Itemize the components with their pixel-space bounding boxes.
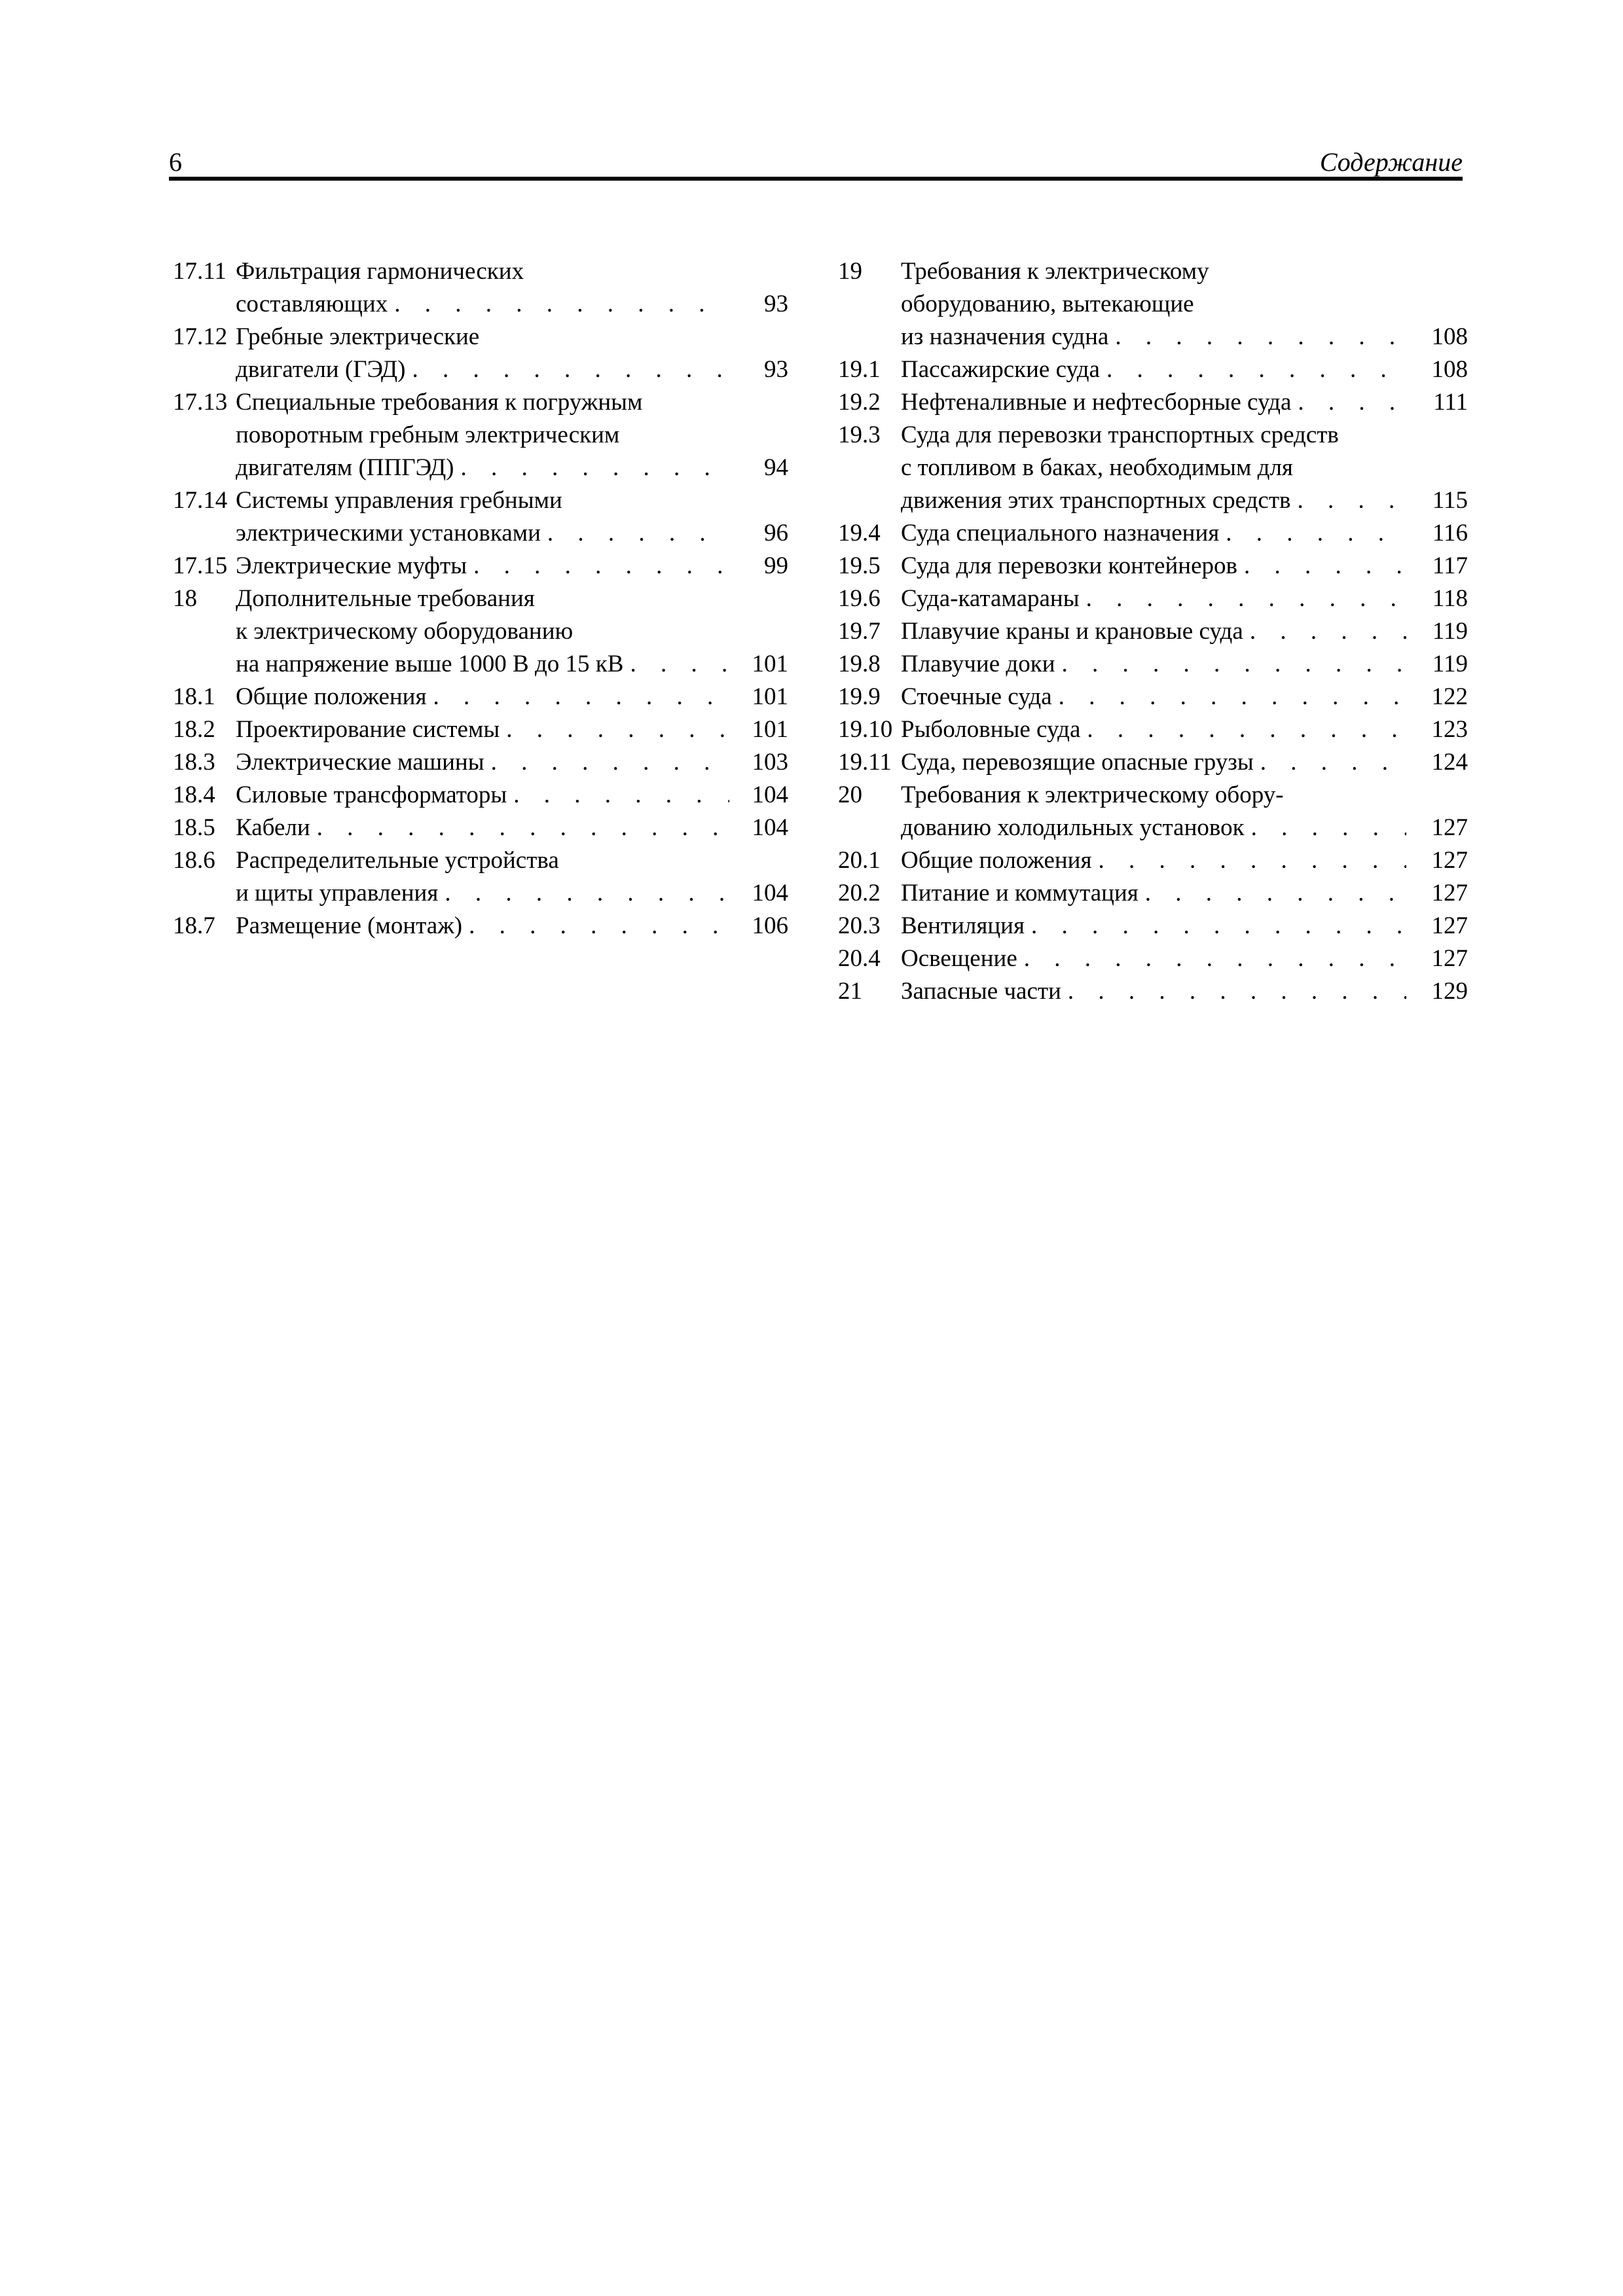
dot-leader — [1025, 910, 1406, 942]
dot-leader — [462, 910, 729, 942]
dot-leader — [467, 550, 729, 583]
toc-entry-page: 104 — [752, 814, 788, 841]
toc-entry[interactable] — [838, 255, 1468, 353]
dot-leader — [1100, 353, 1406, 386]
toc-entry-page: 118 — [1432, 585, 1468, 612]
toc-entry-title — [901, 419, 1406, 517]
toc-entry-number: 19.2 — [838, 389, 881, 416]
toc-entry[interactable] — [838, 942, 1468, 975]
toc-entry-title-line: Кабели . . . — [236, 812, 729, 844]
dot-leader — [1139, 877, 1406, 910]
toc-entry-title — [236, 910, 729, 942]
toc-entry-number: 19.9 — [838, 683, 881, 710]
toc-entry[interactable] — [173, 583, 788, 681]
toc-entry-page: 129 — [1431, 978, 1468, 1005]
toc-entry-title-line: электрическими установками . . . — [236, 517, 729, 550]
toc-entry-number: 18 — [173, 585, 197, 612]
dot-leader — [1061, 975, 1406, 1008]
toc-entry-title-line: Требования к электрическому обору- — [901, 781, 1284, 808]
toc-entry-number: 18.2 — [173, 716, 215, 743]
toc-entry-title-line: Стоечные суда . . . — [901, 681, 1406, 713]
toc-entry-number: 17.12 — [173, 323, 228, 350]
toc-entry-number: 19.1 — [838, 356, 881, 383]
toc-entry-number: 19.4 — [838, 520, 881, 547]
toc-entry-title-line: Суда для перевозки транспортных средств — [901, 422, 1339, 448]
toc-entry-title-line: двигатели (ГЭД) . . . — [236, 353, 729, 386]
toc-entry-page: 104 — [752, 781, 788, 808]
dot-leader — [426, 681, 729, 713]
toc-entry-page: 127 — [1431, 847, 1468, 874]
toc-entry-number: 20.2 — [838, 880, 881, 906]
dot-leader — [1219, 517, 1406, 550]
dot-leader — [623, 648, 729, 681]
toc-entry-page: 119 — [1432, 651, 1468, 677]
toc-entry-title-line: Общие положения . . . — [236, 681, 729, 713]
dot-leader — [1091, 844, 1406, 877]
toc-entry-title-line: Гребные электрические — [236, 323, 480, 350]
toc-entry-title-line: дованию холодильных установок . . . — [901, 812, 1406, 844]
toc-entry-page: 124 — [1431, 749, 1468, 776]
toc-entry-number: 18.5 — [173, 814, 215, 841]
toc-entry-number: 20.4 — [838, 945, 881, 972]
toc-entry[interactable] — [838, 648, 1468, 681]
toc-entry-title-line: Силовые трансформаторы . . . — [236, 779, 729, 812]
toc-entry-title — [901, 746, 1406, 779]
dot-leader — [1290, 484, 1406, 517]
toc-entry-page: 127 — [1431, 814, 1468, 841]
toc-entry-title — [901, 255, 1406, 353]
toc-entry-title — [901, 386, 1406, 419]
toc-entry-title-line: составляющих . . . — [236, 288, 729, 321]
dot-leader — [1291, 386, 1406, 419]
toc-entry-number: 20.1 — [838, 847, 881, 874]
toc-entry-page: 93 — [764, 291, 788, 317]
toc-entry-number: 17.13 — [173, 389, 228, 416]
toc-entry-title-line: Требования к электрическому — [901, 258, 1209, 285]
toc-entry-title-line: Системы управления гребными — [236, 487, 562, 514]
toc-entry-page: 123 — [1431, 716, 1468, 743]
toc-entry-title — [901, 648, 1406, 681]
toc-entry-title-line: поворотным гребным электрическим — [236, 422, 620, 448]
header-rule — [169, 177, 1463, 181]
toc-entry-title-line: Суда, перевозящие опасные грузы . . . — [901, 746, 1406, 779]
dot-leader — [1080, 583, 1406, 615]
toc-entry-title-line: оборудованию, вытекающие — [901, 291, 1194, 317]
dot-leader — [388, 288, 729, 321]
toc-entry-title — [901, 844, 1406, 877]
toc-entry-page: 108 — [1431, 356, 1468, 383]
toc-entry-title-line: Вентиляция . . . — [901, 910, 1406, 942]
toc-entry[interactable] — [173, 844, 788, 910]
toc-entry-page: 103 — [752, 749, 788, 776]
toc-entry-title — [236, 550, 729, 583]
toc-entry-title-line: Рыболовные суда . . . — [901, 713, 1406, 746]
toc-entry-title — [901, 910, 1406, 942]
dot-leader — [500, 713, 729, 746]
toc-entry[interactable] — [173, 779, 788, 812]
toc-entry-title-line: Суда-катамараны . . . — [901, 583, 1406, 615]
toc-entry-title — [901, 681, 1406, 713]
dot-leader — [310, 812, 729, 844]
dot-leader — [1254, 746, 1406, 779]
section-title: Содержание — [1319, 147, 1463, 177]
toc-entry-title-line: Суда специального назначения . . . — [901, 517, 1406, 550]
toc-entry[interactable] — [173, 321, 788, 386]
toc-entry-title — [901, 779, 1406, 844]
dot-leader — [1243, 615, 1406, 648]
toc-entry-page: 101 — [752, 683, 788, 710]
toc-entry-title-line: Нефтеналивные и нефтесборные суда . . . — [901, 386, 1406, 419]
toc-entry-page: 106 — [752, 912, 788, 939]
toc-entry-title-line: Суда для перевозки контейнеров . . . — [901, 550, 1406, 583]
toc-entry-title — [236, 746, 729, 779]
dot-leader — [1017, 942, 1406, 975]
toc-entry-number: 17.11 — [173, 258, 227, 285]
toc-entry-title — [901, 353, 1406, 386]
toc-entry-title — [901, 975, 1406, 1008]
toc-entry-title — [901, 583, 1406, 615]
toc-entry-number: 20.3 — [838, 912, 881, 939]
dot-leader — [1108, 321, 1406, 353]
dot-leader — [484, 746, 729, 779]
toc-entry-page: 127 — [1431, 945, 1468, 972]
toc-entry-number: 19.3 — [838, 422, 881, 448]
toc-entry-page: 108 — [1431, 323, 1468, 350]
toc-entry-number: 17.15 — [173, 552, 228, 579]
toc-entry-page: 96 — [764, 520, 788, 547]
toc-entry-page: 101 — [752, 651, 788, 677]
toc-entry-number: 20 — [838, 781, 862, 808]
toc-entry[interactable] — [173, 910, 788, 942]
dot-leader — [454, 452, 729, 484]
toc-entry-page: 94 — [764, 454, 788, 481]
toc-entry-title — [236, 255, 729, 321]
toc-entry-number: 18.4 — [173, 781, 215, 808]
toc-entry[interactable] — [838, 583, 1468, 615]
toc-entry-title — [236, 779, 729, 812]
toc-entry-title-line: на напряжение выше 1000 В до 15 кВ . . . — [236, 648, 729, 681]
toc-entry-title-line: Специальные требования к погружным — [236, 389, 643, 416]
toc-entry-number: 18.7 — [173, 912, 215, 939]
toc-entry-title — [236, 484, 729, 550]
toc-entry-title-line: из назначения судна . . . — [901, 321, 1406, 353]
toc-entry[interactable] — [173, 713, 788, 746]
toc-entry-title-line: к электрическому оборудованию — [236, 618, 574, 645]
toc-entry-number: 18.1 — [173, 683, 215, 710]
toc-entry-title-line: Питание и коммутация . . . — [901, 877, 1406, 910]
toc-entry-title — [901, 615, 1406, 648]
toc-entry-number: 19.5 — [838, 552, 881, 579]
toc-entry-title-line: Электрические муфты . . . — [236, 550, 729, 583]
toc-entry[interactable] — [838, 975, 1468, 1008]
toc-entry-title — [901, 517, 1406, 550]
toc-entry-title — [236, 713, 729, 746]
toc-entry-title-line: Размещение (монтаж) . . . — [236, 910, 729, 942]
dot-leader — [507, 779, 729, 812]
toc-entry[interactable] — [838, 681, 1468, 713]
dot-leader — [1052, 681, 1406, 713]
toc-entry[interactable] — [838, 353, 1468, 386]
toc-entry[interactable] — [838, 615, 1468, 648]
dot-leader — [438, 877, 729, 910]
toc-entry-title-line: и щиты управления . . . — [236, 877, 729, 910]
toc-entry-title — [901, 713, 1406, 746]
dot-leader — [1245, 812, 1406, 844]
toc-entry-page: 115 — [1432, 487, 1468, 514]
toc-entry-page: 101 — [752, 716, 788, 743]
toc-entry-title-line: Распределительные устройства — [236, 847, 559, 874]
toc-entry-title — [236, 583, 729, 681]
toc-entry-number: 17.14 — [173, 487, 228, 514]
toc-entry-title-line: Проектирование системы . . . — [236, 713, 729, 746]
dot-leader — [1237, 550, 1406, 583]
toc-entry[interactable] — [173, 812, 788, 844]
toc-entry-title-line: с топливом в баках, необходимым для — [901, 454, 1293, 481]
toc-entry-title — [236, 681, 729, 713]
toc-entry-number: 18.6 — [173, 847, 215, 874]
dot-leader — [1055, 648, 1407, 681]
toc-entry-title-line: двигателям (ППГЭД) . . . — [236, 452, 729, 484]
toc-entry[interactable] — [173, 484, 788, 550]
page-number: 6 — [169, 147, 182, 177]
dot-leader — [405, 353, 729, 386]
toc-entry[interactable] — [838, 910, 1468, 942]
toc-entry[interactable] — [838, 844, 1468, 877]
running-head — [169, 145, 1463, 179]
toc-entry[interactable] — [838, 877, 1468, 910]
toc-entry-page: 116 — [1432, 520, 1468, 547]
toc-entry[interactable] — [173, 386, 788, 484]
toc-entry-number: 19.10 — [838, 716, 893, 743]
toc-entry-page: 127 — [1431, 912, 1468, 939]
toc-entry-page: 122 — [1431, 683, 1468, 710]
toc-entry-number: 19 — [838, 258, 862, 285]
toc-entry-title-line: Пассажирские суда . . . — [901, 353, 1406, 386]
toc-entry[interactable] — [838, 746, 1468, 779]
toc-entry-page: 117 — [1432, 552, 1468, 579]
toc-entry-title — [901, 942, 1406, 975]
toc-entry-page: 93 — [764, 356, 788, 383]
toc-entry[interactable] — [173, 255, 788, 321]
toc-entry-title — [236, 386, 729, 484]
toc-entry-title — [901, 877, 1406, 910]
toc-entry-number: 19.6 — [838, 585, 881, 612]
toc-entry[interactable] — [173, 746, 788, 779]
toc-entry[interactable] — [838, 386, 1468, 419]
toc-entry-title — [236, 321, 729, 386]
toc-entry[interactable] — [838, 517, 1468, 550]
toc-entry-page: 119 — [1432, 618, 1468, 645]
toc-entry-title-line: Электрические машины . . . — [236, 746, 729, 779]
toc-entry-page: 111 — [1433, 389, 1468, 416]
toc-column-left — [173, 255, 788, 942]
toc-entry[interactable] — [838, 779, 1468, 844]
toc-entry-title-line: Плавучие доки . . . — [901, 648, 1406, 681]
toc-entry-number: 21 — [838, 978, 862, 1005]
toc-entry-title — [236, 812, 729, 844]
toc-entry[interactable] — [838, 419, 1468, 517]
toc-entry[interactable] — [838, 550, 1468, 583]
toc-entry-title-line: движения этих транспортных средств . . . — [901, 484, 1406, 517]
toc-entry-title-line: Освещение . . . — [901, 942, 1406, 975]
toc-entry-title — [901, 550, 1406, 583]
dot-leader — [541, 517, 729, 550]
toc-entry-page: 104 — [752, 880, 788, 906]
toc-entry-page: 99 — [764, 552, 788, 579]
toc-entry-title-line: Фильтрация гармонических — [236, 258, 524, 285]
toc-entry[interactable] — [173, 681, 788, 713]
toc-entry[interactable] — [838, 713, 1468, 746]
toc-entry-title — [236, 844, 729, 910]
toc-entry-title-line: Плавучие краны и крановые суда . . . — [901, 615, 1406, 648]
toc-entry-title-line: Общие положения . . . — [901, 844, 1406, 877]
toc-entry-number: 19.7 — [838, 618, 881, 645]
toc-column-right — [838, 255, 1468, 1008]
toc-entry-title-line: Запасные части . . . — [901, 975, 1406, 1008]
toc-entry[interactable] — [173, 550, 788, 583]
toc-entry-number: 19.11 — [838, 749, 892, 776]
dot-leader — [1080, 713, 1406, 746]
toc-entry-number: 18.3 — [173, 749, 215, 776]
toc-entry-page: 127 — [1431, 880, 1468, 906]
toc-entry-title-line: Дополнительные требования — [236, 585, 535, 612]
toc-entry-number: 19.8 — [838, 651, 881, 677]
